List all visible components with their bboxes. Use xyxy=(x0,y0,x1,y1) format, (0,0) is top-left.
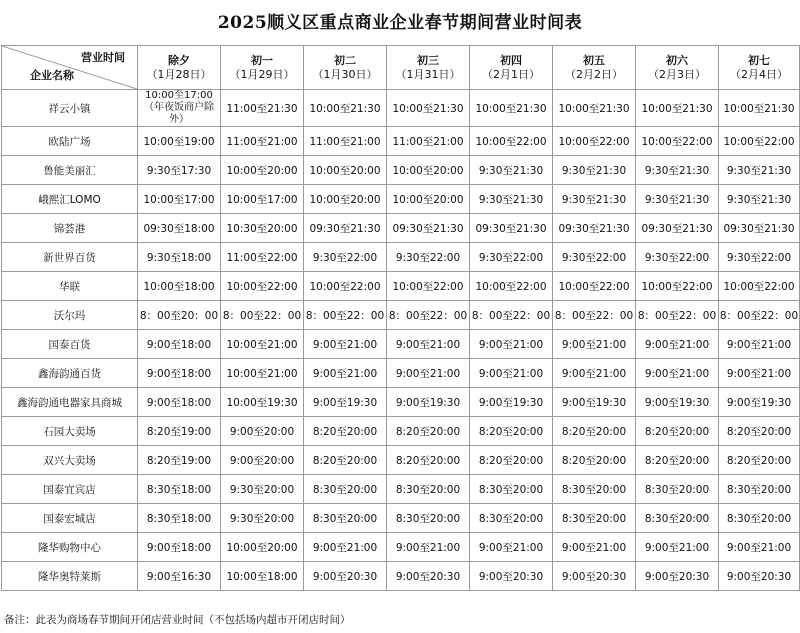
company-name: 双兴大卖场 xyxy=(2,446,138,475)
hours-cell: 9:00至18:00 xyxy=(138,359,221,388)
company-name: 隆华奥特莱斯 xyxy=(2,562,138,591)
hours-cell: 9:00至21:00 xyxy=(553,330,636,359)
company-name: 峨熙汇LOMO xyxy=(2,185,138,214)
hours-cell: 10:00至22:00 xyxy=(553,127,636,156)
hours-cell: 9:30至22:00 xyxy=(304,243,387,272)
hours-cell: 9:30至21:30 xyxy=(719,185,800,214)
hours-cell: 9:00至18:00 xyxy=(138,388,221,417)
company-name: 华联 xyxy=(2,272,138,301)
hours-cell: 8:20至20:00 xyxy=(719,417,800,446)
table-header-row xyxy=(2,46,800,90)
hours-cell: 9:00至21:00 xyxy=(636,330,719,359)
hours-cell: 9:30至20:00 xyxy=(221,475,304,504)
hours-cell: 10:00至17:00 xyxy=(138,185,221,214)
hours-cell: 8:30至20:00 xyxy=(304,504,387,533)
hours-cell: 9:00至19:30 xyxy=(470,388,553,417)
hours-cell: 8:30至20:00 xyxy=(719,475,800,504)
company-name: 国泰宜宾店 xyxy=(2,475,138,504)
hours-cell: 8:20至20:00 xyxy=(553,446,636,475)
header-day-5: 初五 （2月2日） xyxy=(553,46,636,90)
hours-cell: 10:00至22:00 xyxy=(221,272,304,301)
hours-cell: 11:00至21:30 xyxy=(221,90,304,127)
hours-cell: 8:20至20:00 xyxy=(387,446,470,475)
hours-cell: 10:00至20:00 xyxy=(304,185,387,214)
hours-cell: 11:00至22:00 xyxy=(221,243,304,272)
company-name: 石园大卖场 xyxy=(2,417,138,446)
hours-cell: 9:00至21:00 xyxy=(387,330,470,359)
hours-cell: 10:00至21:30 xyxy=(636,90,719,127)
table-row xyxy=(2,533,800,562)
hours-cell: 09:30至21:30 xyxy=(719,214,800,243)
table-row xyxy=(2,243,800,272)
hours-cell: 9:00至20:30 xyxy=(636,562,719,591)
table-row xyxy=(2,446,800,475)
hours-cell: 10:00至20:00 xyxy=(304,156,387,185)
company-name: 隆华购物中心 xyxy=(2,533,138,562)
hours-cell: 9:00至18:00 xyxy=(138,533,221,562)
hours-cell: 9:30至18:00 xyxy=(138,243,221,272)
hours-cell: 10:00至22:00 xyxy=(719,127,800,156)
company-name: 锦荟港 xyxy=(2,214,138,243)
hours-cell: 9:30至21:30 xyxy=(719,156,800,185)
hours-cell: 8：00至22：00 xyxy=(304,301,387,330)
company-name: 鑫海韵通百货 xyxy=(2,359,138,388)
table-row xyxy=(2,272,800,301)
page-title: 2025顺义区重点商业企业春节期间营业时间表 xyxy=(217,13,583,33)
hours-cell: 10:00至18:00 xyxy=(138,272,221,301)
hours-cell: 9:00至18:00 xyxy=(138,330,221,359)
table-row xyxy=(2,156,800,185)
hours-cell: 9:30至21:30 xyxy=(636,185,719,214)
hours-cell: 8：00至20：00 xyxy=(138,301,221,330)
hours-cell: 8:20至20:00 xyxy=(470,417,553,446)
hours-cell: 9:30至21:30 xyxy=(470,156,553,185)
hours-cell: 8:20至19:00 xyxy=(138,417,221,446)
hours-cell: 9:30至20:00 xyxy=(221,504,304,533)
hours-cell: 8:20至20:00 xyxy=(553,417,636,446)
hours-cell: 8:30至20:00 xyxy=(470,475,553,504)
hours-cell: 9:00至20:00 xyxy=(221,446,304,475)
hours-cell: 9:00至20:30 xyxy=(470,562,553,591)
hours-cell: 8:30至20:00 xyxy=(636,475,719,504)
table-row xyxy=(2,301,800,330)
hours-cell: 8:30至20:00 xyxy=(636,504,719,533)
hours-cell: 9:00至16:30 xyxy=(138,562,221,591)
hours-cell: 10:00至21:30 xyxy=(470,90,553,127)
hours-cell: 10:00至22:00 xyxy=(470,127,553,156)
hours-cell: 8:30至20:00 xyxy=(304,475,387,504)
hours-cell: 10:00至22:00 xyxy=(470,272,553,301)
hours-cell: 9:00至19:30 xyxy=(719,388,800,417)
hours-cell: 10:00至22:00 xyxy=(387,272,470,301)
table-row xyxy=(2,214,800,243)
table-row xyxy=(2,127,800,156)
hours-cell: 9:00至21:00 xyxy=(470,359,553,388)
hours-cell: 10:00至18:00 xyxy=(221,562,304,591)
hours-cell: 9:30至22:00 xyxy=(470,243,553,272)
hours-cell: 8：00至22：00 xyxy=(553,301,636,330)
hours-cell: 9:00至20:30 xyxy=(553,562,636,591)
header-day-1: 初一 （1月29日） xyxy=(221,46,304,90)
hours-cell: 8:20至20:00 xyxy=(636,446,719,475)
hours-cell: 10:00至21:30 xyxy=(719,90,800,127)
hours-cell: 8:20至20:00 xyxy=(304,446,387,475)
hours-cell: 10:00至21:30 xyxy=(304,90,387,127)
hours-cell: 10:00至22:00 xyxy=(636,272,719,301)
hours-cell: 9:00至21:00 xyxy=(304,330,387,359)
footnote: 备注：此表为商场春节期间开闭店营业时间（不包括场内超市开闭店时间） xyxy=(4,614,351,626)
hours-cell: 9:00至19:30 xyxy=(387,388,470,417)
hours-cell: 8：00至22：00 xyxy=(719,301,800,330)
hours-cell: 8:30至20:00 xyxy=(719,504,800,533)
hours-cell: 10:00至19:30 xyxy=(221,388,304,417)
hours-cell: 9:00至21:00 xyxy=(387,533,470,562)
hours-cell: 09:30至21:30 xyxy=(470,214,553,243)
hours-cell: 10:00至22:00 xyxy=(553,272,636,301)
hours-cell: 9:30至22:00 xyxy=(719,243,800,272)
table-row xyxy=(2,330,800,359)
company-name: 沃尔玛 xyxy=(2,301,138,330)
hours-cell: 09:30至21:30 xyxy=(636,214,719,243)
hours-cell: 8:30至20:00 xyxy=(387,504,470,533)
hours-cell: 10:00至22:00 xyxy=(636,127,719,156)
corner-label-hours: 营业时间 xyxy=(81,51,125,64)
hours-cell: 09:30至21:30 xyxy=(387,214,470,243)
hours-cell: 8：00至22：00 xyxy=(636,301,719,330)
company-name: 祥云小镇 xyxy=(2,90,138,127)
hours-cell: 8:20至19:00 xyxy=(138,446,221,475)
hours-cell: 10:00至21:00 xyxy=(221,330,304,359)
business-hours-table xyxy=(1,45,800,591)
hours-cell: 9:00至20:30 xyxy=(387,562,470,591)
table-row xyxy=(2,388,800,417)
table-row xyxy=(2,359,800,388)
hours-cell: 8:20至20:00 xyxy=(304,417,387,446)
header-day-2: 初二 （1月30日） xyxy=(304,46,387,90)
hours-cell: 9:00至19:30 xyxy=(553,388,636,417)
hours-cell: 8:20至20:00 xyxy=(636,417,719,446)
company-name: 新世界百货 xyxy=(2,243,138,272)
header-day-3: 初三 （1月31日） xyxy=(387,46,470,90)
hours-cell: 8:30至20:00 xyxy=(553,475,636,504)
hours-cell: 9:00至21:00 xyxy=(719,330,800,359)
hours-cell: 10:00至20:00 xyxy=(387,156,470,185)
company-name: 鲁能美丽汇 xyxy=(2,156,138,185)
hours-cell: 9:00至20:30 xyxy=(304,562,387,591)
hours-cell: 10:00至17:00 xyxy=(221,185,304,214)
hours-cell: 9:00至21:00 xyxy=(636,533,719,562)
hours-cell: 11:00至21:00 xyxy=(387,127,470,156)
hours-cell: 9:00至20:00 xyxy=(221,417,304,446)
table-row xyxy=(2,185,800,214)
hours-cell: 9:00至21:00 xyxy=(470,533,553,562)
hours-cell: 9:30至21:30 xyxy=(470,185,553,214)
hours-cell: 9:30至17:30 xyxy=(138,156,221,185)
hours-cell: 9:00至21:00 xyxy=(304,359,387,388)
hours-cell: 11:00至21:00 xyxy=(221,127,304,156)
hours-cell: 8:30至18:00 xyxy=(138,504,221,533)
hours-cell: 9:00至21:00 xyxy=(719,359,800,388)
hours-cell: 10:00至22:00 xyxy=(304,272,387,301)
hours-cell: 10:00至17:00（年夜饭商户除外） xyxy=(138,90,221,127)
hours-cell: 9:00至19:30 xyxy=(636,388,719,417)
table-row xyxy=(2,504,800,533)
hours-cell: 9:00至21:00 xyxy=(553,533,636,562)
hours-cell: 10:00至21:30 xyxy=(553,90,636,127)
hours-cell: 9:00至21:00 xyxy=(387,359,470,388)
hours-cell: 9:00至21:00 xyxy=(553,359,636,388)
hours-cell: 8:20至20:00 xyxy=(387,417,470,446)
hours-cell: 9:30至22:00 xyxy=(553,243,636,272)
hours-cell: 8：00至22：00 xyxy=(470,301,553,330)
hours-cell: 10:30至20:00 xyxy=(221,214,304,243)
hours-cell: 9:00至19:30 xyxy=(304,388,387,417)
hours-cell: 9:30至22:00 xyxy=(387,243,470,272)
header-corner-cell xyxy=(2,46,138,90)
hours-cell: 9:30至21:30 xyxy=(553,185,636,214)
hours-cell: 9:00至21:00 xyxy=(470,330,553,359)
hours-cell: 10:00至20:00 xyxy=(387,185,470,214)
corner-label-company: 企业名称 xyxy=(30,69,74,82)
header-day-0: 除夕 （1月28日） xyxy=(138,46,221,90)
hours-cell: 8:30至20:00 xyxy=(553,504,636,533)
hours-cell: 8:30至20:00 xyxy=(470,504,553,533)
table-row xyxy=(2,475,800,504)
hours-cell: 09:30至21:30 xyxy=(304,214,387,243)
hours-cell: 9:00至21:00 xyxy=(636,359,719,388)
hours-cell: 09:30至18:00 xyxy=(138,214,221,243)
hours-cell: 9:00至21:00 xyxy=(719,533,800,562)
hours-cell: 10:00至20:00 xyxy=(221,156,304,185)
company-name: 国泰百货 xyxy=(2,330,138,359)
table-row xyxy=(2,417,800,446)
hours-cell: 10:00至19:00 xyxy=(138,127,221,156)
hours-cell: 10:00至21:00 xyxy=(221,359,304,388)
company-name: 欧陆广场 xyxy=(2,127,138,156)
company-name: 国泰宏城店 xyxy=(2,504,138,533)
hours-cell: 8：00至22：00 xyxy=(387,301,470,330)
hours-cell: 9:00至20:30 xyxy=(719,562,800,591)
table-row xyxy=(2,90,800,127)
header-day-7: 初七 （2月4日） xyxy=(719,46,800,90)
hours-cell: 8:20至20:00 xyxy=(719,446,800,475)
table-row xyxy=(2,562,800,591)
hours-cell: 10:00至21:30 xyxy=(387,90,470,127)
header-day-4: 初四 （2月1日） xyxy=(470,46,553,90)
hours-cell: 09:30至21:30 xyxy=(553,214,636,243)
hours-cell: 9:30至21:30 xyxy=(553,156,636,185)
hours-cell: 8:20至20:00 xyxy=(470,446,553,475)
hours-cell: 8:30至20:00 xyxy=(387,475,470,504)
hours-cell: 9:30至21:30 xyxy=(636,156,719,185)
header-day-6: 初六 （2月3日） xyxy=(636,46,719,90)
hours-cell: 8：00至22：00 xyxy=(221,301,304,330)
hours-cell: 9:30至22:00 xyxy=(636,243,719,272)
hours-cell: 8:30至18:00 xyxy=(138,475,221,504)
hours-cell: 10:00至20:00 xyxy=(221,533,304,562)
hours-cell: 10:00至22:00 xyxy=(719,272,800,301)
hours-cell: 11:00至21:00 xyxy=(304,127,387,156)
company-name: 鑫海韵通电器家具商城 xyxy=(2,388,138,417)
hours-cell: 9:00至21:00 xyxy=(304,533,387,562)
